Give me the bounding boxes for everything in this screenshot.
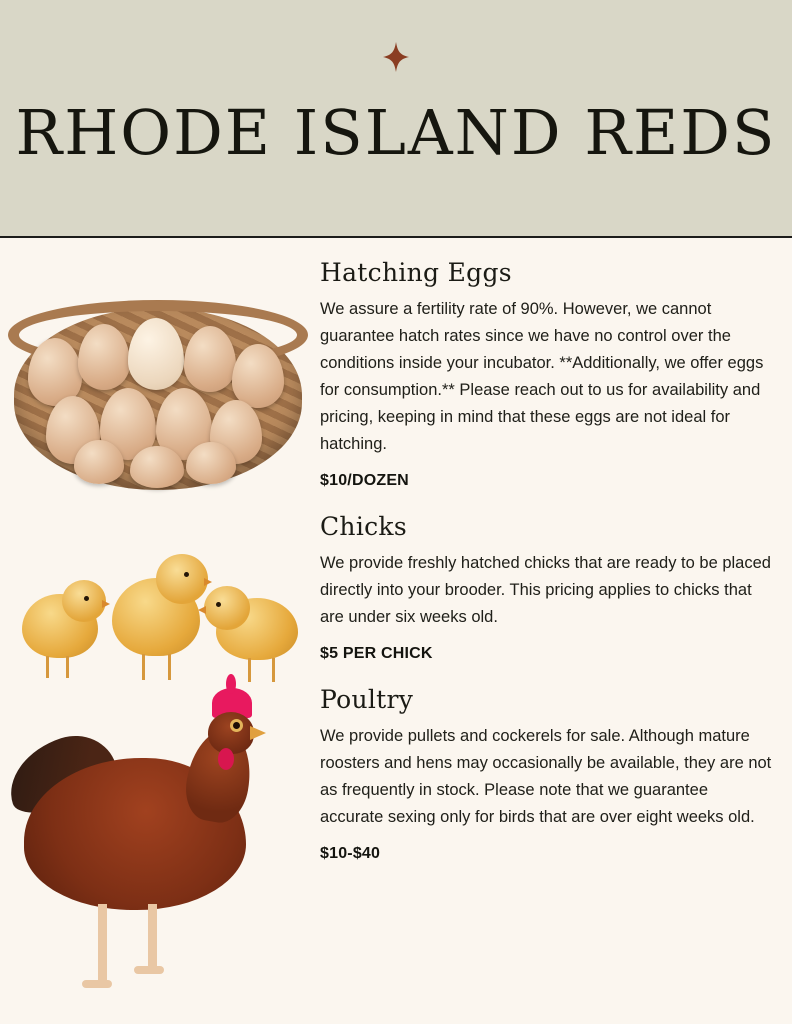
section-poultry bbox=[320, 685, 772, 863]
page-title: RHODE ISLAND REDS bbox=[15, 96, 777, 169]
section-price-poultry: $10-$40 bbox=[320, 845, 381, 862]
section-hatching-eggs bbox=[320, 258, 772, 490]
page-header bbox=[0, 0, 792, 238]
section-title-chicks: Chicks bbox=[320, 512, 408, 541]
three-baby-chicks-photo bbox=[8, 540, 308, 690]
page-content bbox=[0, 240, 792, 1024]
image-column bbox=[0, 240, 320, 1024]
basket-of-eggs-photo bbox=[8, 296, 308, 496]
section-body-poultry: We provide pullets and cockerels for sale. Although mature roosters and hens may occasionally be available, they are not as frequently in stock. Please note that we guarantee accurate sexing only for birds that are over eight weeks old. bbox=[320, 727, 772, 826]
section-price-hatching-eggs: $10/DOZEN bbox=[320, 472, 409, 489]
section-body-chicks: We provide freshly hatched chicks that are ready to be placed directly into your brooder. This pricing applies to chicks that are under six weeks old. bbox=[320, 554, 771, 626]
section-title-poultry: Poultry bbox=[320, 685, 414, 714]
four-point-star-icon bbox=[383, 42, 409, 68]
section-price-chicks: $5 PER CHICK bbox=[320, 645, 433, 662]
section-chicks bbox=[320, 512, 772, 663]
section-body-hatching-eggs: We assure a fertility rate of 90%. However, we cannot guarantee hatch rates since we have no control over the conditions inside your incubator. **Additionally, we offer eggs for consumption.** Please reach out to us for availability and pricing, keeping in mind that these eggs are not ideal for hatching. bbox=[320, 300, 764, 453]
text-column bbox=[320, 258, 772, 885]
section-title-hatching-eggs: Hatching Eggs bbox=[320, 258, 512, 287]
rhode-island-red-hen-photo bbox=[2, 690, 312, 1020]
header-ornament bbox=[0, 42, 792, 86]
